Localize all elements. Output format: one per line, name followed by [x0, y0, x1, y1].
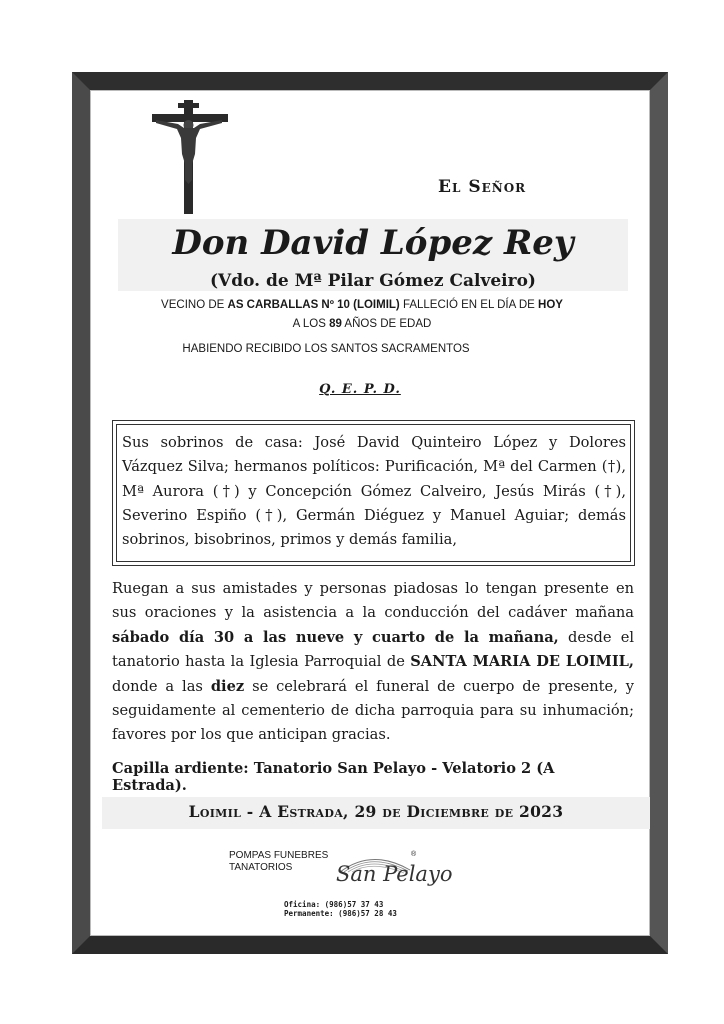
- deceased-name: Don David López Rey: [172, 223, 574, 263]
- funeral-service-label: POMPAS FUNEBRES TANATORIOS: [229, 850, 329, 873]
- family-box: [112, 420, 635, 566]
- widower-of: (Vdo. de Mª Pilar Gómez Calveiro): [210, 271, 536, 291]
- crucifix-icon: [150, 98, 230, 216]
- logo-text: San Pelayo: [336, 862, 453, 886]
- qepd: Q. E. P. D.: [319, 382, 401, 397]
- residence-line: VECINO DE AS CARBALLAS Nº 10 (LOIMIL) FALLECIÓ EN EL DÍA DE HOY: [161, 299, 563, 311]
- phone-numbers: [284, 900, 397, 918]
- heading: El Señor: [438, 177, 527, 197]
- permanent-phone: Permanente: (986)57 28 43: [284, 909, 397, 918]
- place-date: Loimil - A Estrada, 29 de Diciembre de 2023: [188, 802, 564, 821]
- office-phone: Oficina: (986)57 37 43: [284, 900, 384, 909]
- request-paragraph: Ruegan a sus amistades y personas piadosas lo tengan presente en sus oraciones y la asistencia a la conducción del cadáver mañana sábado día 30 a las nueve y cuarto de la mañana, desde el tanatorio hasta la Iglesia Parroquial de SANTA MARIA DE LOIMIL, donde a las diez se celebrará el funeral de cuerpo de presente, y seguidamente al cementerio de dicha parroquia para su inhumación; favores por los que anticipan gracias.: [112, 580, 634, 744]
- registered-mark: ®: [411, 851, 417, 858]
- chapel-line: Capilla ardiente: Tanatorio San Pelayo - Velatorio 2 (A Estrada).: [112, 760, 555, 794]
- sacraments-line: HABIENDO RECIBIDO LOS SANTOS SACRAMENTOS: [182, 343, 470, 355]
- age-line: A LOS 89 AÑOS DE EDAD: [292, 318, 432, 330]
- family-text: Sus sobrinos de casa: José David Quinteiro López y Dolores Vázquez Silva; hermanos políticos: Purificación, Mª del Carmen (†), Mª Aurora (†) y Concepción Gómez Calveiro, Jesús Mirás (†), Severino Espiño (†), Germán Diéguez y Manuel Aguiar; demás sobrinos, bisobrinos, primos y demás familia,: [116, 424, 631, 562]
